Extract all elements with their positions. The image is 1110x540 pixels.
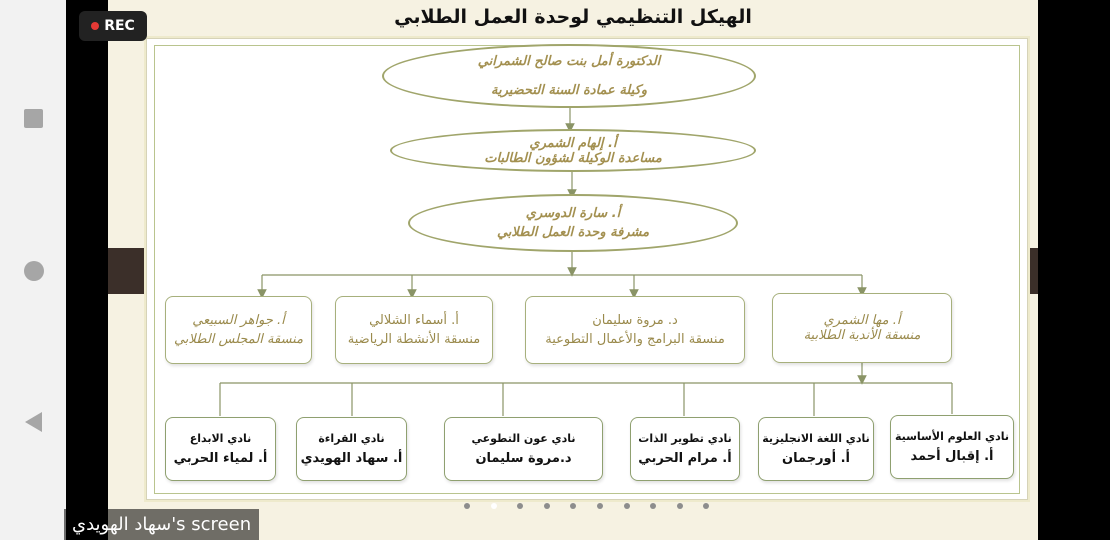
club-name: نادي تطوير الذات (638, 432, 732, 445)
club-name: نادي الابداع (189, 432, 252, 445)
page-dot[interactable] (544, 503, 550, 509)
club-box (630, 417, 740, 481)
coordinator-box (165, 296, 312, 364)
screen-share-caption: سهاد الهويدي's screen (64, 509, 259, 540)
club-box (890, 415, 1014, 479)
node-assistant (390, 129, 756, 172)
coordinator-name: أ. مها الشمري (823, 313, 901, 328)
rec-indicator[interactable] (79, 11, 147, 41)
coordinator-name: أ. أسماء الشلالي (369, 313, 459, 328)
club-head: أ. لمياء الحربي (173, 451, 268, 466)
record-dot-icon (91, 22, 99, 30)
supervisor-name: أ. سارة الدوسري (525, 206, 621, 221)
club-head: أ. إقبال أحمد (910, 449, 994, 464)
coordinator-role: منسقة المجلس الطلابي (173, 332, 304, 347)
page-dot[interactable] (624, 503, 630, 509)
coordinator-box (772, 293, 952, 363)
coordinator-box (525, 296, 745, 364)
assistant-name: أ. إلهام الشمري (529, 135, 617, 151)
coordinator-name: د. مروة سليمان (592, 313, 678, 328)
slide-title: الهيكل التنظيمي لوحدة العمل الطلابي (394, 6, 752, 28)
club-box (165, 417, 276, 481)
coordinator-name: أ. جواهر السبيعي (192, 313, 285, 328)
node-supervisor (408, 194, 738, 252)
page-dot[interactable] (464, 503, 470, 509)
club-box (758, 417, 874, 481)
club-name: نادي القراءة (318, 432, 385, 445)
club-box (444, 417, 603, 481)
page-dot[interactable] (597, 503, 603, 509)
vice-dean-role: وكيلة عمادة السنة التحضيرية (491, 83, 647, 98)
club-name: نادي عون التطوعي (471, 432, 576, 445)
club-name: نادي العلوم الأساسية (894, 430, 1010, 443)
supervisor-role: مشرفة وحدة العمل الطلابي (496, 225, 650, 240)
coordinator-role: منسقة الأندية الطلابية (803, 328, 921, 343)
rec-label: REC (104, 18, 135, 34)
page-dot[interactable] (677, 503, 683, 509)
coordinator-role: منسقة الأنشطة الرياضية (347, 332, 481, 347)
club-head: أ. سهاد الهويدي (300, 451, 403, 466)
vice-dean-name: الدكتورة أمل بنت صالح الشمراني (477, 54, 661, 69)
page-dot[interactable] (491, 503, 497, 509)
club-head: أ. مرام الحربي (638, 451, 732, 466)
coordinator-role: منسقة البرامج والأعمال التطوعية (545, 332, 725, 347)
assistant-role: مساعدة الوكيلة لشؤون الطالبات (484, 150, 662, 166)
club-head: أ. أورجمان (782, 451, 851, 466)
club-head: د.مروة سليمان (475, 451, 572, 466)
club-name: نادي اللغة الانجليزية (762, 432, 870, 445)
node-vice-dean (382, 44, 756, 108)
coordinator-box (335, 296, 493, 364)
club-box (296, 417, 407, 481)
